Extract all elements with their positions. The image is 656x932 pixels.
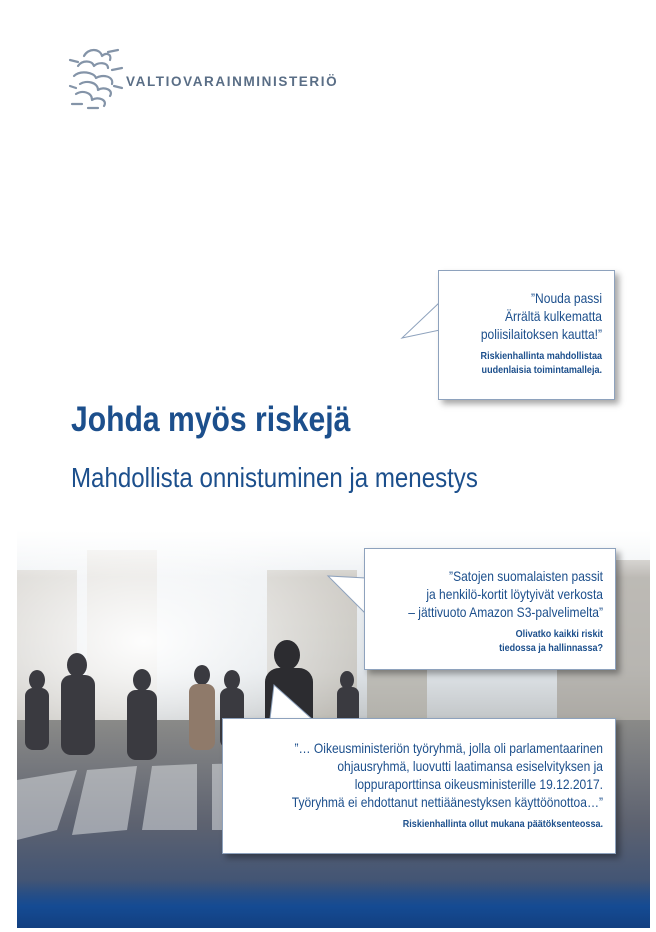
note-line: Olivatko kaikki riskit	[515, 628, 603, 640]
bubble-note	[469, 349, 602, 377]
speech-bubble-tail	[400, 300, 442, 344]
quote-line: Työryhmä ei ehdottanut nettiäänestyksen käyttöönottoa…”	[291, 794, 603, 810]
quote-line: loppuraporttinsa oikeusministerille 19.12.2017.	[354, 776, 603, 792]
speech-bubble-tail	[326, 574, 368, 624]
quote-line: ”Satojen suomalaisten passit	[449, 568, 603, 584]
speech-bubble-tail	[268, 683, 314, 721]
note-line: Riskienhallinta mahdollistaa	[480, 350, 602, 362]
speech-bubble-data-leak	[364, 548, 616, 670]
quote-line: – jättivuoto Amazon S3-palvelimelta”	[408, 604, 603, 620]
bubble-quote	[469, 289, 602, 343]
ministry-logo	[68, 46, 338, 116]
lion-crest-icon	[68, 46, 124, 112]
quote-line: ”Nouda passi	[531, 290, 602, 306]
note-line: tiedossa ja hallinnassa?	[499, 642, 603, 654]
speech-bubble-passport	[438, 270, 615, 400]
quote-line: Ärrältä kulkematta	[504, 308, 602, 324]
bubble-note	[283, 817, 603, 831]
note-line: uudenlaisia toimintamalleja.	[481, 364, 602, 376]
quote-line: ja henkilö-kortit löytyivät verkosta	[426, 586, 603, 602]
bubble-quote	[403, 567, 603, 621]
note-line: Riskienhallinta ollut mukana päätöksenteossa.	[402, 818, 603, 830]
quote-line: ohjausryhmä, luovutti laatimansa esiselvityksen ja	[337, 758, 603, 774]
bubble-quote	[283, 739, 603, 811]
organization-name: VALTIOVARAINMINISTERIÖ	[126, 74, 339, 89]
footer-band	[17, 880, 650, 928]
quote-line: ”… Oikeusministeriön työryhmä, jolla oli parlamentaarinen	[294, 740, 603, 756]
page-title: Johda myös riskejä	[71, 400, 351, 439]
bubble-note	[403, 627, 603, 655]
speech-bubble-e-voting	[222, 718, 616, 854]
page-subtitle: Mahdollista onnistuminen ja menestys	[71, 462, 478, 493]
quote-line: poliisilaitoksen kautta!”	[480, 326, 602, 342]
